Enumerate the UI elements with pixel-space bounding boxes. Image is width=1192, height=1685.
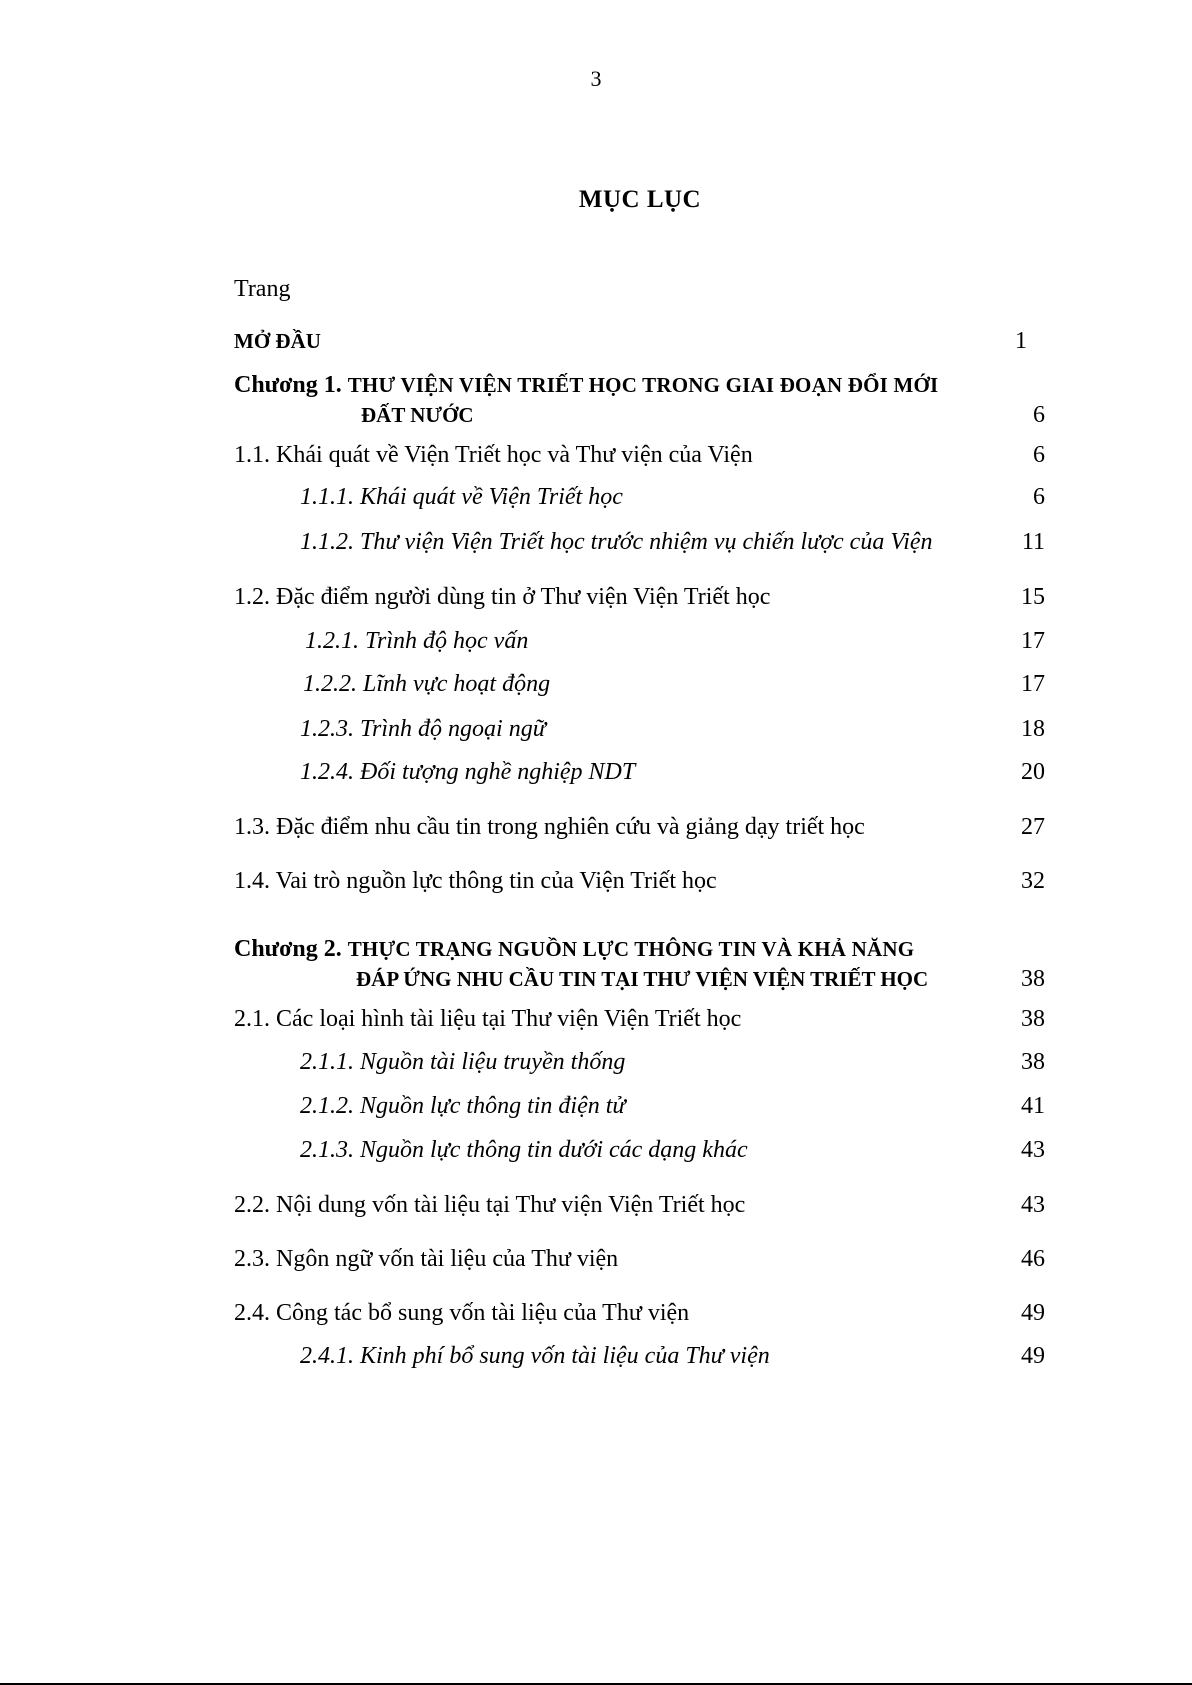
- toc-entry-page: 32: [1021, 868, 1045, 894]
- toc-entry-page: 15: [1021, 584, 1045, 610]
- toc-entry-text: 1.1.2. Thư viện Viện Triết học trước nhiệm vụ chiến lược của Viện: [300, 529, 933, 555]
- toc-entry-page: 17: [1021, 628, 1045, 654]
- toc-entry-page: 6: [1033, 442, 1045, 468]
- toc-entry-text: 1.1.1. Khái quát về Viện Triết học: [300, 484, 623, 510]
- toc-entry-page: 1: [1015, 328, 1027, 354]
- chapter-title-line2: ĐẤT NƯỚC: [361, 403, 474, 427]
- toc-entry-text: 2.1. Các loại hình tài liệu tại Thư viện Viện Triết học: [234, 1006, 742, 1032]
- toc-entry-text: 1.2.4. Đối tượng nghề nghiệp NDT: [300, 759, 636, 785]
- toc-entry-page: 20: [1021, 759, 1045, 785]
- toc-entry-page: 17: [1021, 671, 1045, 697]
- page-number: 3: [590, 66, 602, 91]
- chapter-heading: [234, 370, 938, 400]
- toc-entry-page: 43: [1021, 1137, 1045, 1163]
- toc-entry-text: 1.2. Đặc điểm người dùng tin ở Thư viện Viện Triết học: [234, 584, 771, 610]
- toc-entry-text: 2.1.1. Nguồn tài liệu truyền thống: [300, 1049, 626, 1075]
- toc-entry-page: 38: [1021, 1006, 1045, 1032]
- toc-entry-page: 49: [1021, 1300, 1045, 1326]
- toc-entry-text: 2.4.1. Kinh phí bổ sung vốn tài liệu của Thư viện: [300, 1343, 770, 1369]
- toc-entry-text: 2.1.3. Nguồn lực thông tin dưới các dạng khác: [300, 1137, 748, 1163]
- chapter-title-line1: THƯ VIỆN VIỆN TRIẾT HỌC TRONG GIAI ĐOẠN ĐỔI MỚI: [347, 373, 939, 397]
- toc-entry-page: 43: [1021, 1192, 1045, 1218]
- toc-entry-page: 6: [1033, 484, 1045, 510]
- toc-entry-text: 2.4. Công tác bổ sung vốn tài liệu của Thư viện: [234, 1300, 690, 1326]
- toc-title: MỤC LỤC: [578, 186, 702, 213]
- toc-entry-text: 1.3. Đặc điểm nhu cầu tin trong nghiên cứu và giảng dạy triết học: [234, 814, 865, 840]
- toc-entry-text: 1.2.1. Trình độ học vấn: [305, 628, 529, 654]
- toc-entry-text: 1.2.3. Trình độ ngoại ngữ: [300, 716, 546, 742]
- toc-entry-page: 11: [1021, 529, 1045, 555]
- chapter-heading: [234, 934, 914, 964]
- toc-entry-text: 1.2.2. Lĩnh vực hoạt động: [303, 671, 551, 697]
- toc-entry-page: 18: [1021, 716, 1045, 742]
- chapter-title-line2: ĐÁP ỨNG NHU CẦU TIN TẠI THƯ VIỆN VIỆN TRIẾT HỌC: [356, 967, 929, 991]
- chapter-title-line1: THỰC TRẠNG NGUỒN LỰC THÔNG TIN VÀ KHẢ NĂNG: [347, 937, 915, 961]
- page-column-label: Trang: [234, 276, 291, 302]
- toc-entry-text: 2.1.2. Nguồn lực thông tin điện tử: [300, 1093, 626, 1119]
- toc-entry-page: 41: [1021, 1093, 1045, 1119]
- toc-entry-text: 1.4. Vai trò nguồn lực thông tin của Viện Triết học: [234, 868, 717, 894]
- chapter-prefix: Chương 1.: [234, 372, 342, 398]
- toc-entry-text: 1.1. Khái quát về Viện Triết học và Thư viện của Viện: [234, 442, 753, 468]
- toc-entry-page: 49: [1021, 1343, 1045, 1369]
- toc-entry-page: 38: [1021, 966, 1045, 992]
- toc-entry-text: 2.3. Ngôn ngữ vốn tài liệu của Thư viện: [234, 1246, 619, 1272]
- toc-entry-text: 2.2. Nội dung vốn tài liệu tại Thư viện Viện Triết học: [234, 1192, 746, 1218]
- chapter-prefix: Chương 2.: [234, 936, 342, 962]
- toc-entry-page: 38: [1021, 1049, 1045, 1075]
- toc-entry-text: MỞ ĐẦU: [234, 329, 321, 353]
- toc-entry-page: 27: [1021, 814, 1045, 840]
- toc-entry-page: 46: [1021, 1246, 1045, 1272]
- toc-entry-page: 6: [1033, 402, 1045, 428]
